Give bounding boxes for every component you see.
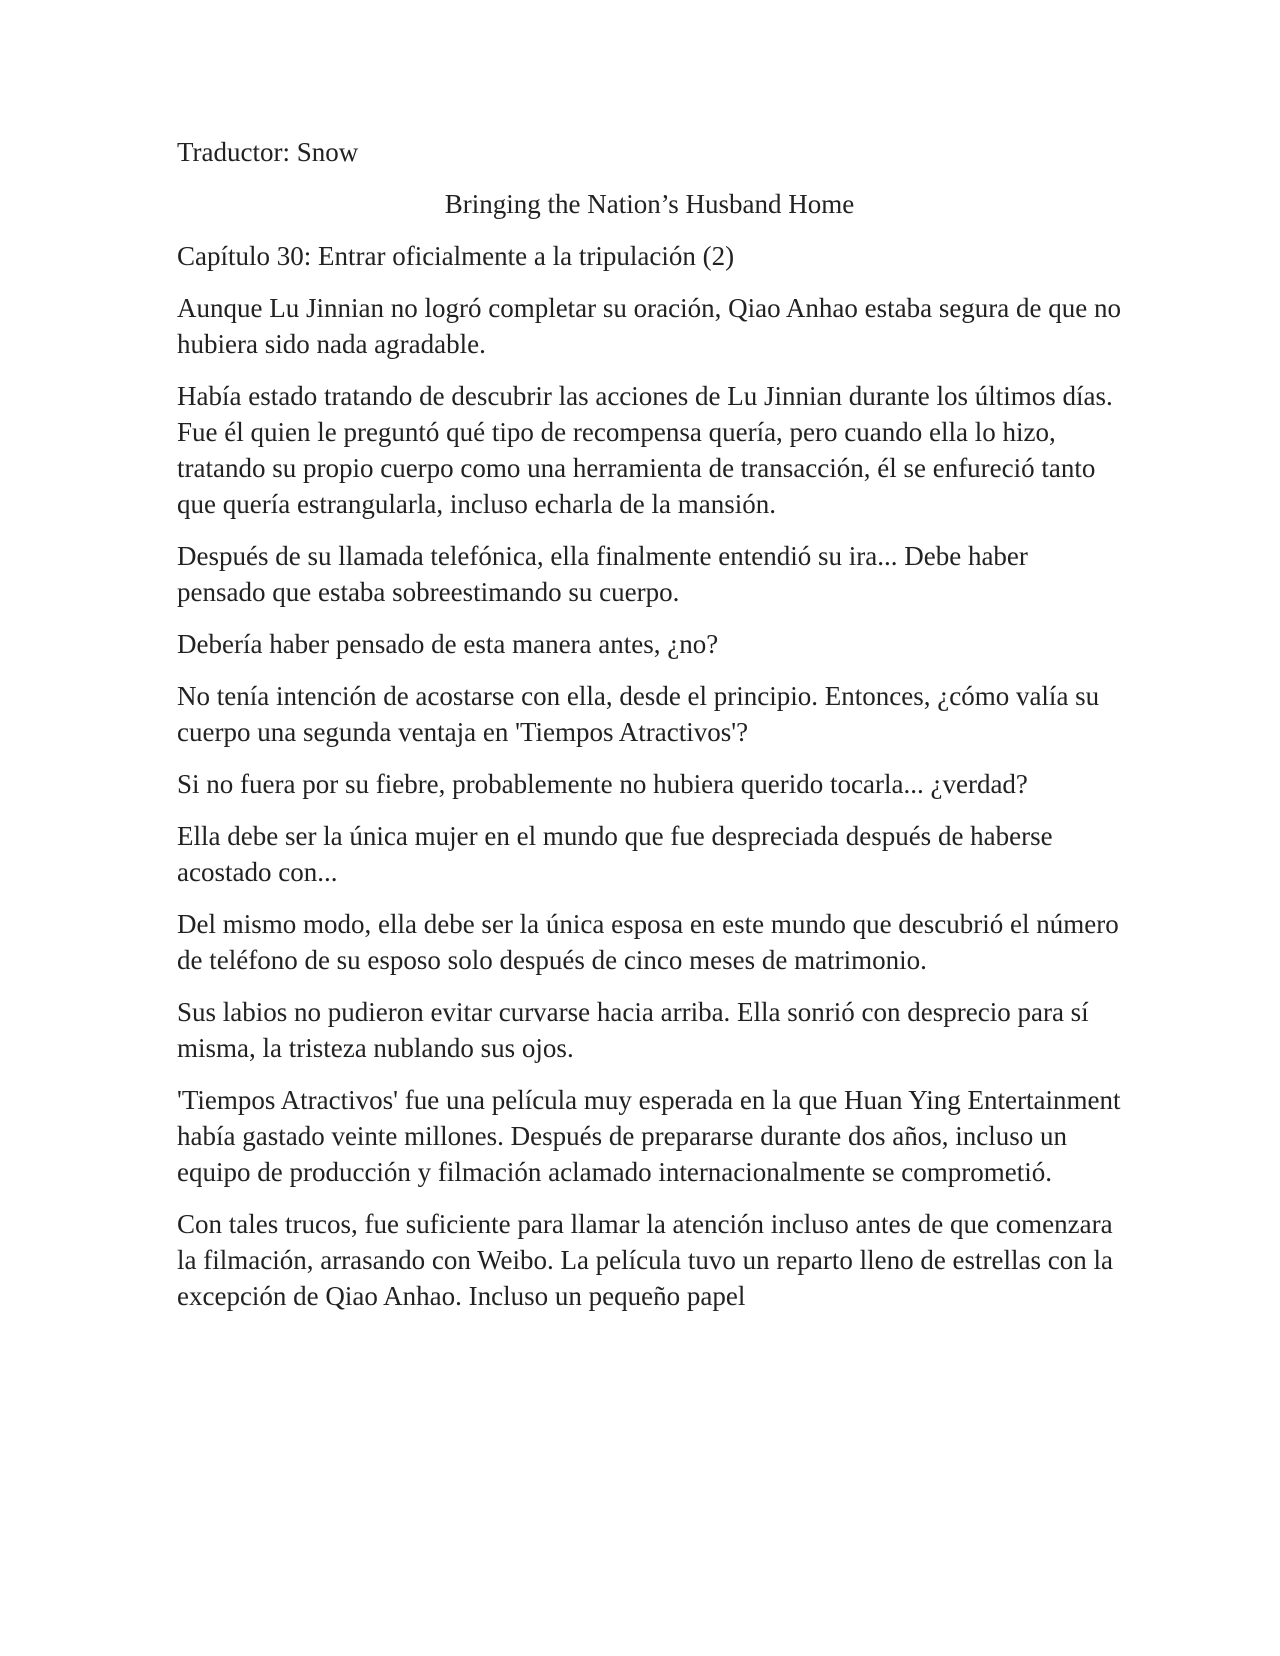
paragraph-2: Había estado tratando de descubrir las acciones de Lu Jinnian durante los últimos días. Fue él quien le preguntó qué tipo de recompensa quería, pero cuando ella lo hizo, tratando su propio cuerpo como una herramienta de transacción, él se enfureció tanto que quería estrangularla, incluso echarla de la mansión. — [177, 381, 1113, 519]
book-title: Bringing the Nation’s Husband Home — [444, 189, 855, 219]
paragraph-6: Si no fuera por su fiebre, probablemente no hubiera querido tocarla... ¿verdad? — [177, 769, 1028, 799]
paragraph-3: Después de su llamada telefónica, ella finalmente entendió su ira... Debe haber pensado que estaba sobreestimando su cuerpo. — [177, 541, 1028, 607]
paragraph-8: Del mismo modo, ella debe ser la única esposa en este mundo que descubrió el número de teléfono de su esposo solo después de cinco meses de matrimonio. — [177, 909, 1119, 975]
paragraph-1: Aunque Lu Jinnian no logró completar su oración, Qiao Anhao estaba segura de que no hubiera sido nada agradable. — [177, 293, 1121, 359]
paragraph-11: Con tales trucos, fue suficiente para llamar la atención incluso antes de que comenzara la filmación, arrasando con Weibo. La película tuvo un reparto lleno de estrellas con la excepción de Qiao Anhao. Incluso un pequeño papel — [177, 1209, 1113, 1311]
paragraph-7: Ella debe ser la única mujer en el mundo que fue despreciada después de haberse acostado con... — [177, 821, 1053, 887]
paragraph-5: No tenía intención de acostarse con ella, desde el principio. Entonces, ¿cómo valía su cuerpo una segunda ventaja en 'Tiempos Atractivos'? — [177, 681, 1100, 747]
document-page — [177, 134, 1122, 1330]
paragraph-4: Debería haber pensado de esta manera antes, ¿no? — [177, 629, 719, 659]
chapter-title: Capítulo 30: Entrar oficialmente a la tripulación (2) — [177, 241, 735, 271]
paragraph-9: Sus labios no pudieron evitar curvarse hacia arriba. Ella sonrió con desprecio para sí misma, la tristeza nublando sus ojos. — [177, 997, 1089, 1063]
translator-credit: Traductor: Snow — [177, 137, 359, 167]
paragraph-10: 'Tiempos Atractivos' fue una película muy esperada en la que Huan Ying Entertainment había gastado veinte millones. Después de prepararse durante dos años, incluso un equipo de producción y filmación aclamado internacionalmente se comprometió. — [177, 1085, 1121, 1187]
